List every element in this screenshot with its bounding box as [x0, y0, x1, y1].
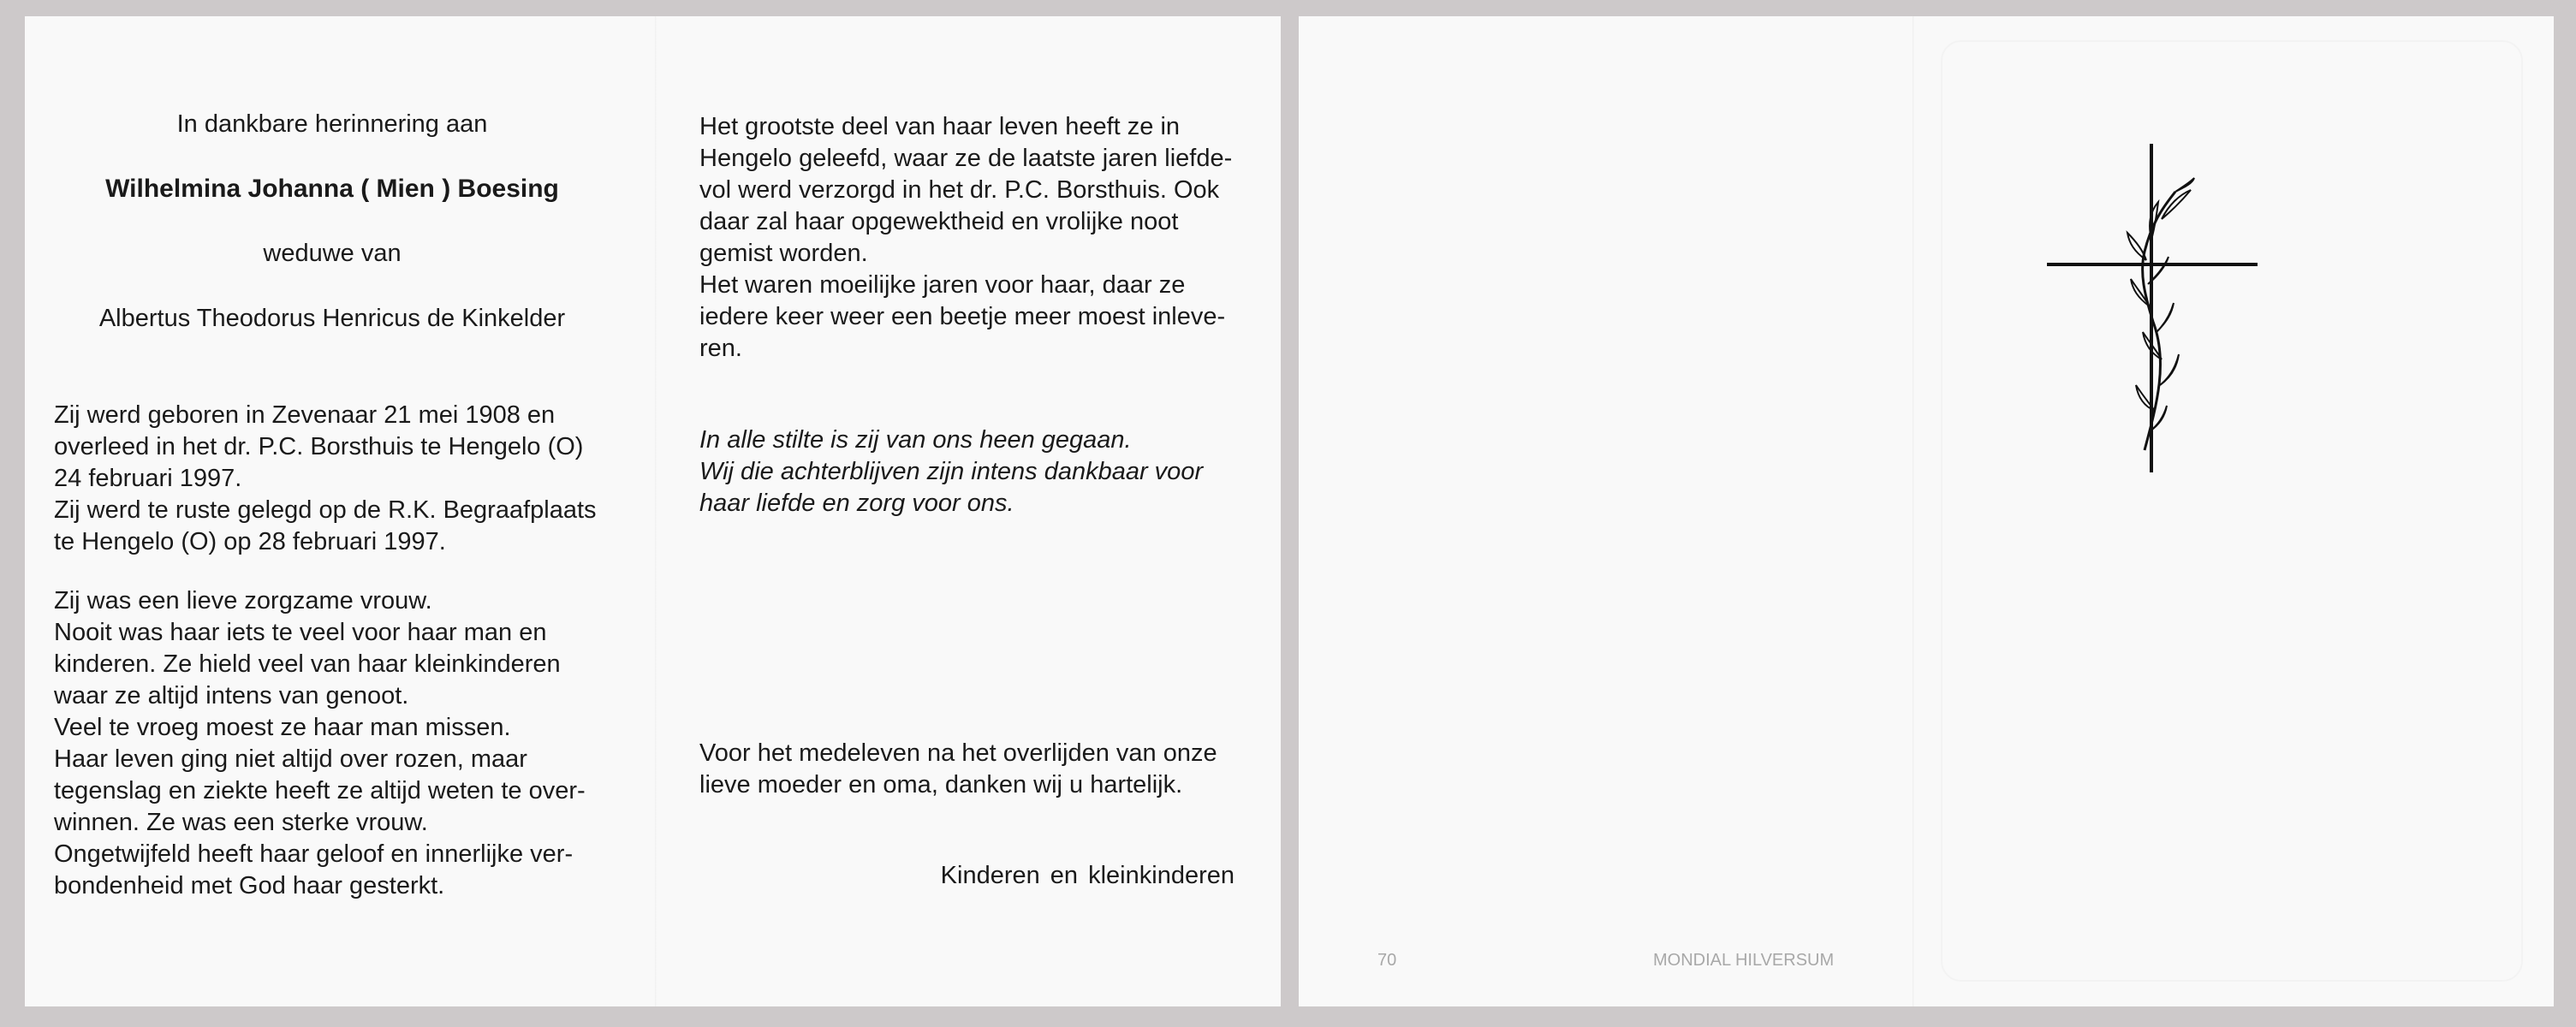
husband-name: Albertus Theodorus Henricus de Kinkelder: [98, 305, 566, 332]
text-line: 24 februari 1997.: [54, 465, 242, 492]
publisher-imprint: MONDIAL HILVERSUM: [1653, 951, 1835, 970]
text-line: Zij was een lieve zorgzame vrouw.: [54, 587, 432, 614]
text-line: bondenheid met God haar gesterkt.: [54, 872, 445, 899]
middle-panel: [699, 16, 1251, 1006]
text-line: daar zal haar opgewektheid en vrolijke noot: [699, 208, 1179, 235]
quote-paragraph: [699, 424, 1251, 519]
text-line: Het grootste deel van haar leven heeft ze in: [699, 113, 1181, 140]
text-line: Voor het medeleven na het overlijden van onze: [699, 739, 1217, 767]
thanks-paragraph: [699, 738, 1251, 801]
text-line: gemist worden.: [699, 240, 868, 267]
text-line: lieve moeder en oma, danken wij u hartelijk.: [699, 771, 1183, 798]
text-line: vol werd verzorgd in het dr. P.C. Borsthuis. Ook: [699, 176, 1220, 204]
text-line: Veel te vroeg moest ze haar man missen.: [54, 714, 511, 741]
widow-of-text: weduwe van: [263, 240, 402, 267]
deceased-name: Wilhelmina Johanna ( Mien ) Boesing: [105, 175, 559, 203]
text-line: ren.: [699, 335, 742, 362]
text-line: Wij die achterblijven zijn intens dankbaar voor: [699, 458, 1204, 485]
text-line: Ongetwijfeld heeft haar geloof en innerlijke ver-: [54, 840, 574, 868]
text-line: Hengelo geleefd, waar ze de laatste jaren liefde-: [699, 145, 1233, 172]
text-line: In alle stilte is zij van ons heen gegaan.: [699, 426, 1132, 454]
card-fold: [1913, 16, 1914, 1006]
card-outer-spread: [1299, 16, 2554, 1006]
text-line: Zij werd te ruste gelegd op de R.K. Begraafplaats: [54, 496, 597, 524]
left-panel: [54, 16, 610, 1006]
signature: Kinderen en kleinkinderen: [940, 862, 1234, 889]
text-line: haar liefde en zorg voor ons.: [699, 490, 1014, 517]
intro-text: In dankbare herinnering aan: [176, 110, 488, 138]
text-line: te Hengelo (O) op 28 februari 1997.: [54, 528, 446, 555]
birth-death-paragraph: [54, 400, 610, 558]
text-line: iedere keer weer een beetje meer moest inleve-: [699, 303, 1226, 330]
card-inner-spread: [25, 16, 1281, 1006]
card-number: 70: [1377, 951, 1397, 970]
text-line: Haar leven ging niet altijd over rozen, maar: [54, 745, 527, 773]
text-line: tegenslag en ziekte heeft ze altijd weten te over-: [54, 777, 586, 804]
life-paragraph: [699, 111, 1251, 365]
text-line: waar ze altijd intens van genoot.: [54, 682, 409, 709]
cross-with-olive-branch-icon: [2044, 123, 2266, 483]
text-line: winnen. Ze was een sterke vrouw.: [54, 809, 428, 836]
card-fold: [655, 16, 657, 1006]
text-line: Het waren moeilijke jaren voor haar, daar ze: [699, 271, 1186, 299]
character-paragraph: [54, 585, 610, 902]
text-line: kinderen. Ze hield veel van haar kleinkinderen: [54, 650, 561, 678]
text-line: Nooit was haar iets te veel voor haar man en: [54, 619, 547, 646]
text-line: Zij werd geboren in Zevenaar 21 mei 1908 en: [54, 401, 556, 429]
text-line: overleed in het dr. P.C. Borsthuis te Hengelo (O): [54, 433, 584, 460]
